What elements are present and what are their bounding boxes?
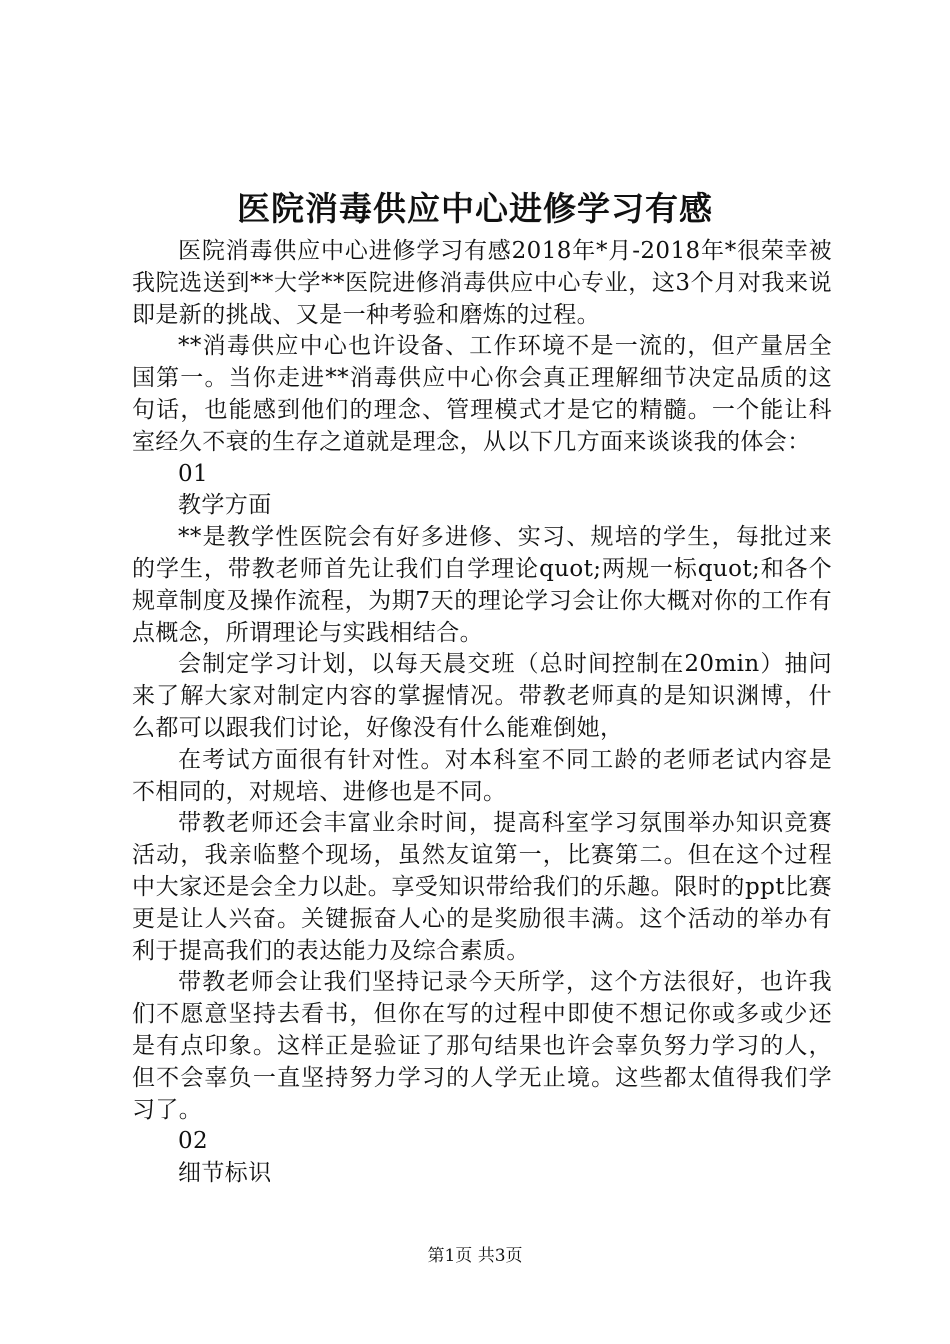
paragraph-intro: 医院消毒供应中心进修学习有感2018年*月-2018年*很荣幸被我院选送到**大学**医院进修消毒供应中心专业，这3个月对我来说即是新的挑战、又是一种考验和磨炼的过程。 xyxy=(132,238,832,328)
section-number-02: 02 xyxy=(178,1128,209,1155)
paragraph-records: 带教老师会让我们坚持记录今天所学，这个方法很好，也许我们不愿意坚持去看书，但你在写的过程中即使不想记你或多或少还是有点印象。这样正是验证了那句结果也许会辜负努力学习的人，但不会辜负一直坚持努力学习的人学无止境。这些都太值得我们学习了。 xyxy=(132,969,832,1123)
paragraph-teaching: **是教学性医院会有好多进修、实习、规培的学生，每批过来的学生，带教老师首先让我们自学理论quot;两规一标quot;和各个规章制度及操作流程，为期7天的理论学习会让你大概对你的工作有点概念，所谓理论与实践相结合。 xyxy=(132,524,832,646)
document-body xyxy=(132,236,832,1190)
section-number-01: 01 xyxy=(178,460,209,487)
section-heading-details: 细节标识 xyxy=(178,1160,272,1187)
page-footer: 第1页 共3页 xyxy=(427,1246,523,1266)
document-title: 医院消毒供应中心进修学习有感 xyxy=(237,189,713,228)
paragraph-activities: 带教老师还会丰富业余时间，提高科室学习氛围举办知识竞赛活动，我亲临整个现场，虽然友谊第一，比赛第二。但在这个过程中大家还是会全力以赴。享受知识带给我们的乐趣。限时的ppt比赛更是让人兴奋。关键振奋人心的是奖励很丰满。这个活动的举办有利于提高我们的表达能力及综合素质。 xyxy=(132,810,832,964)
paragraph-study-plan: 会制定学习计划，以每天晨交班（总时间控制在20min）抽问来了解大家对制定内容的掌握情况。带教老师真的是知识渊博，什么都可以跟我们讨论，好像没有什么能难倒她， xyxy=(132,651,832,741)
paragraph-overview: **消毒供应中心也许设备、工作环境不是一流的，但产量居全国第一。当你走进**消毒供应中心你会真正理解细节决定品质的这句话，也能感到他们的理念、管理模式才是它的精髓。一个能让科室经久不衰的生存之道就是理念，从以下几方面来谈谈我的体会： xyxy=(132,333,832,455)
paragraph-exams: 在考试方面很有针对性。对本科室不同工龄的老师老试内容是不相同的，对规培、进修也是不同。 xyxy=(132,746,832,805)
section-heading-teaching: 教学方面 xyxy=(178,492,272,519)
